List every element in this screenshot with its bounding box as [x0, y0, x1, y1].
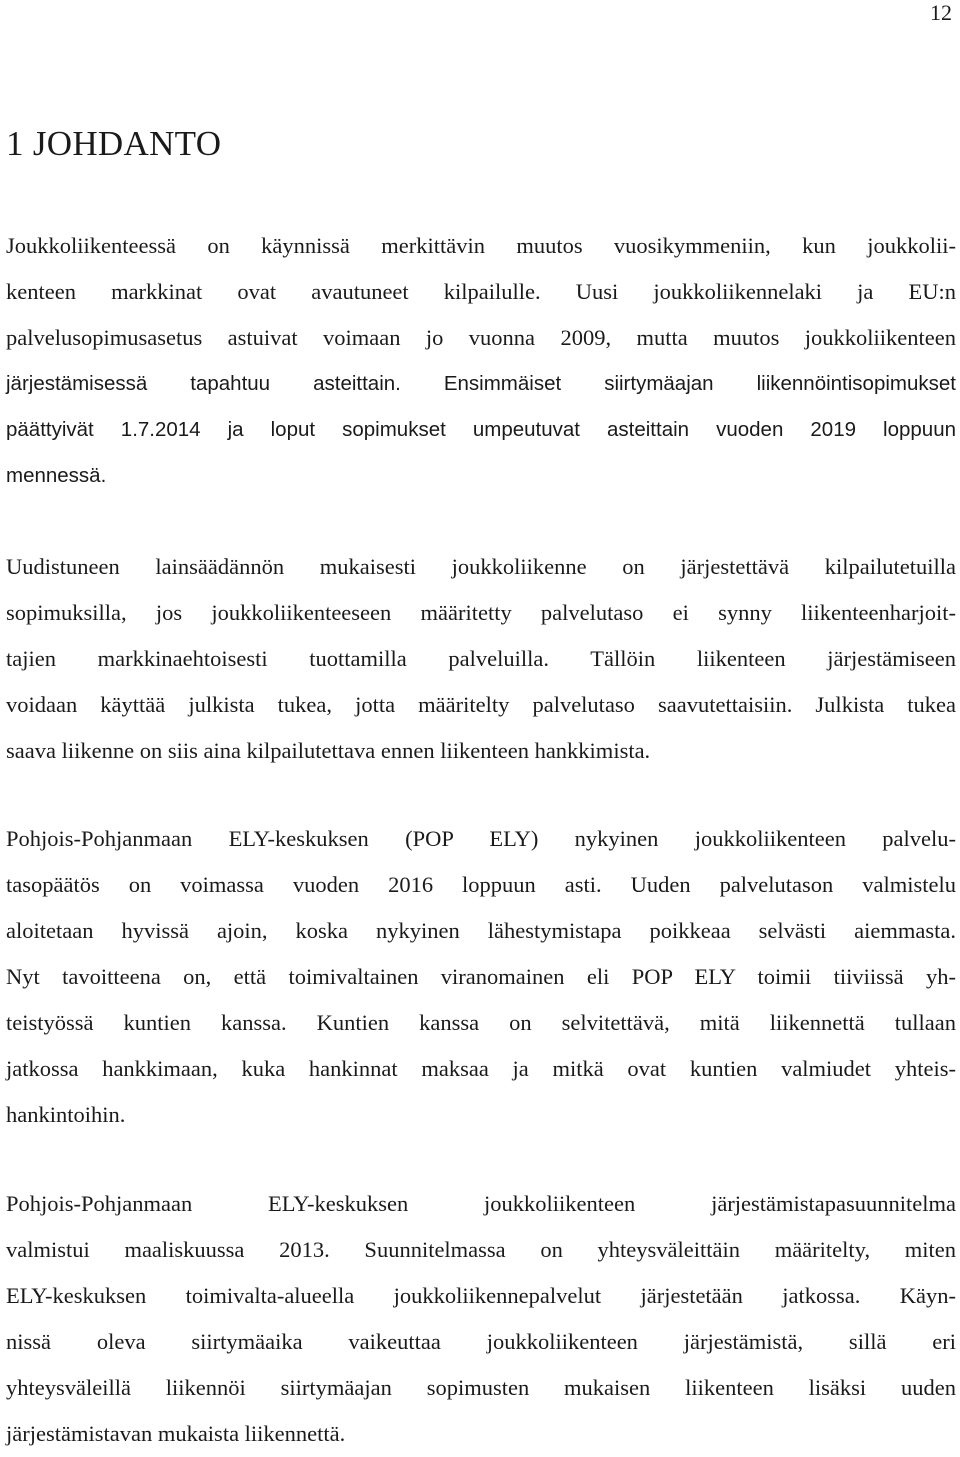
- paragraph-line: yhteysväleillä liikennöi siirtymäajan sopimusten mukaisen liikenteen lisäksi uuden: [6, 1375, 956, 1400]
- paragraph-line: mennessä.: [6, 464, 107, 487]
- paragraph-line: Nyt tavoitteena on, että toimivaltainen viranomainen eli POP ELY toimii tiiviissä yh-: [6, 964, 956, 989]
- paragraph-line: Pohjois-Pohjanmaan ELY-keskuksen (POP ELY) nykyinen joukkoliikenteen palvelu-: [6, 826, 956, 851]
- paragraph-line: nissä oleva siirtymäaika vaikeuttaa joukkoliikenteen järjestämistä, sillä eri: [6, 1329, 956, 1354]
- paragraph-line: sopimuksilla, jos joukkoliikenteeseen määritetty palvelutaso ei synny liikenteenharjoit-: [6, 600, 956, 625]
- paragraph-line: jatkossa hankkimaan, kuka hankinnat maksaa ja mitkä ovat kuntien valmiudet yhteis-: [6, 1056, 956, 1081]
- page-number: 12: [930, 0, 952, 25]
- paragraph-line: Uudistuneen lainsäädännön mukaisesti joukkoliikenne on järjestettävä kilpailutetuilla: [6, 554, 956, 579]
- paragraph-line: ELY-keskuksen toimivalta-alueella joukkoliikennepalvelut järjestetään jatkossa. Käyn-: [6, 1283, 956, 1308]
- paragraph-line: hankintoihin.: [6, 1102, 126, 1127]
- section-heading: 1 JOHDANTO: [6, 124, 222, 163]
- paragraph-line: palvelusopimusasetus astuivat voimaan jo vuonna 2009, mutta muutos joukkoliikenteen: [6, 325, 956, 350]
- paragraph-line: aloitetaan hyvissä ajoin, koska nykyinen lähestymistapa poikkeaa selvästi aiemmasta.: [6, 918, 956, 943]
- paragraph-line: voidaan käyttää julkista tukea, jotta määritelty palvelutaso saavutettaisiin. Julkista tukea: [6, 692, 956, 717]
- paragraph-line: Joukkoliikenteessä on käynnissä merkittävin muutos vuosikymmeniin, kun joukkolii-: [6, 233, 956, 258]
- paragraph-line: järjestämisessä tapahtuu asteittain. Ensimmäiset siirtymäajan liikennöintisopimukset: [6, 372, 956, 395]
- paragraph-line: tajien markkinaehtoisesti tuottamilla palveluilla. Tällöin liikenteen järjestämiseen: [6, 646, 956, 671]
- paragraph-line: kenteen markkinat ovat avautuneet kilpailulle. Uusi joukkoliikennelaki ja EU:n: [6, 279, 956, 304]
- paragraph-4: [6, 1181, 956, 1457]
- paragraph-3: [6, 816, 956, 1138]
- paragraph-line: Pohjois-Pohjanmaan ELY-keskuksen joukkoliikenteen järjestämistapasuunnitelma: [6, 1191, 956, 1216]
- paragraph-line: valmistui maaliskuussa 2013. Suunnitelmassa on yhteysväleittäin määritelty, miten: [6, 1237, 956, 1262]
- paragraph-line: järjestämistavan mukaista liikennettä.: [6, 1421, 346, 1446]
- paragraph-1: [6, 223, 956, 499]
- paragraph-line: teistyössä kuntien kanssa. Kuntien kanssa on selvitettävä, mitä liikennettä tullaan: [6, 1010, 956, 1035]
- paragraph-line: tasopäätös on voimassa vuoden 2016 loppuun asti. Uuden palvelutason valmistelu: [6, 872, 956, 897]
- paragraph-line: saava liikenne on siis aina kilpailutettava ennen liikenteen hankkimista.: [6, 738, 651, 763]
- paragraph-line: päättyivät 1.7.2014 ja loput sopimukset umpeutuvat asteittain vuoden 2019 loppuun: [6, 418, 956, 441]
- paragraph-2: [6, 544, 956, 774]
